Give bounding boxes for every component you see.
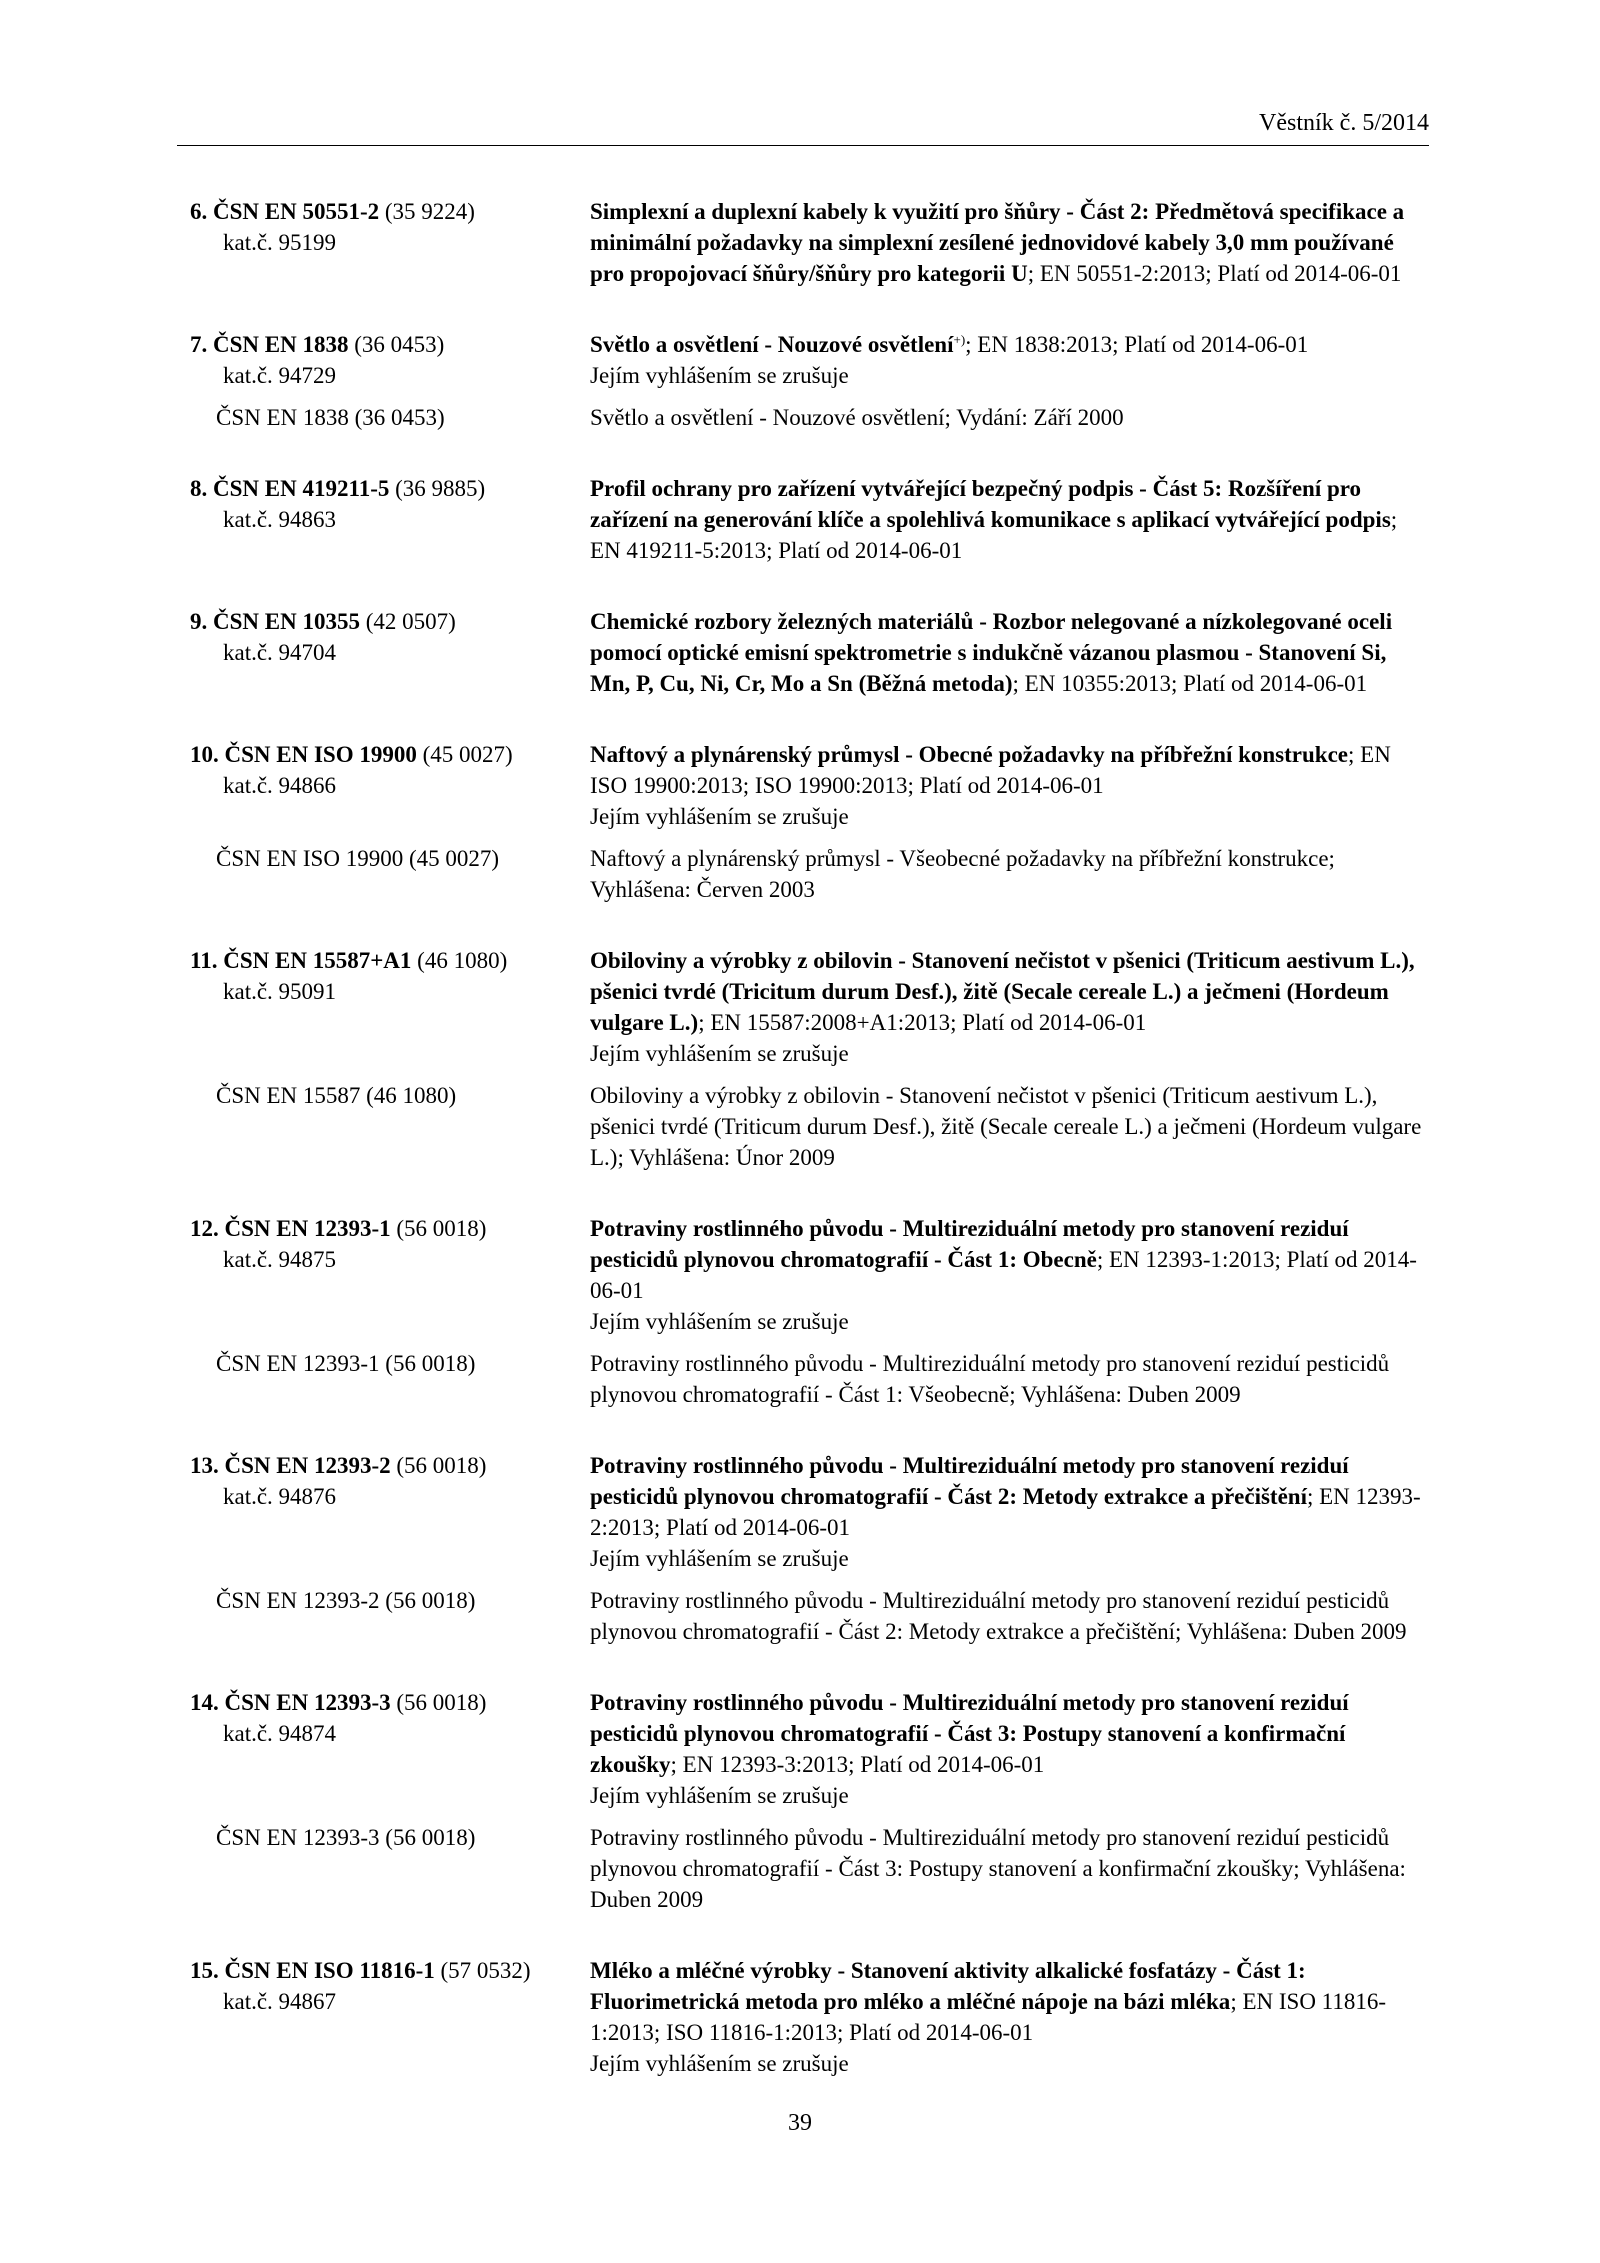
standard-code: ČSN EN 15587+A1 <box>223 948 412 973</box>
standard-details: ; EN 15587:2008+A1:2013; Platí od 2014-06-01 <box>698 1010 1147 1035</box>
standard-details: ; EN 12393-2:2013; Platí od 2014-06-01 <box>590 1484 1421 1540</box>
standard-entry <box>190 739 1430 905</box>
page-header: Věstník č. 5/2014 <box>1259 110 1429 136</box>
standard-details: ; EN 10355:2013; Platí od 2014-06-01 <box>1012 671 1368 696</box>
replaced-standard-text: Obiloviny a výrobky z obilovin - Stanovení nečistot v pšenici (Triticum aestivum L.), pšenici tvrdé (Triticum durum Desf.), žitě (Secale cereale L.) a ječmeni (Hordeum vulgare L.); Vyhlášena: Únor 2009 <box>590 1083 1422 1170</box>
standard-code: ČSN EN 12393-2 <box>224 1453 391 1478</box>
replaced-standard-code: ČSN EN 12393-3 (56 0018) <box>216 1825 476 1850</box>
classification: (45 0027) <box>416 742 513 767</box>
standard-code: ČSN EN 419211-5 <box>213 476 390 501</box>
standard-title: Potraviny rostlinného původu - Multireziduální metody pro stanovení reziduí pesticidů plynovou chromatografií - Část 3: Postupy stanovení a konfirmační zkoušky <box>590 1690 1349 1777</box>
standard-code: ČSN EN 12393-1 <box>224 1216 391 1241</box>
standard-entry <box>190 329 1430 433</box>
entry-number: 8. <box>190 476 208 501</box>
standard-title: Naftový a plynárenský průmysl - Obecné požadavky na příbřežní konstrukce <box>590 742 1349 767</box>
replaced-standard-code: ČSN EN 1838 (36 0453) <box>216 405 445 430</box>
catalog-number: kat.č. 94866 <box>223 773 337 798</box>
replaced-standard-code: ČSN EN 15587 (46 1080) <box>216 1083 457 1108</box>
classification: (36 0453) <box>348 332 445 357</box>
catalog-number: kat.č. 94704 <box>223 640 337 665</box>
classification: (57 0532) <box>434 1958 531 1983</box>
standard-details: ; EN 12393-1:2013; Platí od 2014-06-01 <box>590 1247 1417 1303</box>
standard-details: ; EN ISO 11816-1:2013; ISO 11816-1:2013; Platí od 2014-06-01 <box>590 1989 1386 2045</box>
catalog-number: kat.č. 94875 <box>223 1247 337 1272</box>
catalog-number: kat.č. 94876 <box>223 1484 337 1509</box>
classification: (42 0507) <box>359 609 456 634</box>
standard-title: Obiloviny a výrobky z obilovin - Stanovení nečistot v pšenici (Triticum aestivum L.), pšenici tvrdé (Tricitum durum Desf.), žitě (Secale cereale L.) a ječmeni (Hordeum vulgare L.) <box>590 948 1415 1035</box>
cancels-note: Jejím vyhlášením se zrušuje <box>590 2051 849 2076</box>
classification: (56 0018) <box>390 1216 487 1241</box>
standard-title: Simplexní a duplexní kabely k využití pro šňůry - Část 2: Předmětová specifikace a minimální požadavky na simplexní zesílené jednovidové kabely 3,0 mm používané pro propojovací šňůry/šňůry pro kategorii U <box>590 199 1405 286</box>
catalog-number: kat.č. 94867 <box>223 1989 337 2014</box>
catalog-number: kat.č. 94863 <box>223 507 337 532</box>
standard-details: ; EN 419211-5:2013; Platí od 2014-06-01 <box>590 507 1398 563</box>
standard-details: ; EN 1838:2013; Platí od 2014-06-01 <box>965 332 1309 357</box>
classification: (46 1080) <box>411 948 508 973</box>
entry-number: 12. <box>190 1216 219 1241</box>
catalog-number: kat.č. 95091 <box>223 979 337 1004</box>
standard-entry <box>190 473 1430 566</box>
standards-list <box>190 196 1430 2119</box>
replaced-standard-text: Světlo a osvětlení - Nouzové osvětlení; Vydání: Září 2000 <box>590 405 1124 430</box>
entry-number: 15. <box>190 1958 219 1983</box>
replaced-standard-text: Naftový a plynárenský průmysl - Všeobecné požadavky na příbřežní konstrukce; Vyhlášena: Červen 2003 <box>590 846 1335 902</box>
standard-entry <box>190 1687 1430 1915</box>
entry-number: 6. <box>190 199 208 224</box>
standard-code: ČSN EN 10355 <box>213 609 360 634</box>
cancels-note: Jejím vyhlášením se zrušuje <box>590 804 849 829</box>
entry-number: 7. <box>190 332 208 357</box>
entry-number: 9. <box>190 609 208 634</box>
catalog-number: kat.č. 95199 <box>223 230 337 255</box>
standard-entry <box>190 606 1430 699</box>
standard-title: Mléko a mléčné výrobky - Stanovení aktivity alkalické fosfatázy - Část 1: Fluorimetrická metoda pro mléko a mléčné nápoje na bázi mléka <box>590 1958 1306 2014</box>
standard-code: ČSN EN 1838 <box>213 332 349 357</box>
standard-title: Světlo a osvětlení - Nouzové osvětlení <box>590 332 954 357</box>
standard-entry <box>190 945 1430 1173</box>
footnote-marker: +) <box>953 332 966 347</box>
catalog-number: kat.č. 94729 <box>223 363 337 388</box>
classification: (56 0018) <box>390 1453 487 1478</box>
header-rule <box>177 145 1429 146</box>
standard-title: Potraviny rostlinného původu - Multireziduální metody pro stanovení reziduí pesticidů plynovou chromatografií - Část 1: Obecně <box>590 1216 1349 1272</box>
classification: (35 9224) <box>379 199 475 224</box>
entry-number: 11. <box>190 948 218 973</box>
standard-entry <box>190 1955 1430 2079</box>
standard-code: ČSN EN ISO 19900 <box>224 742 417 767</box>
page-number: 39 <box>788 2110 812 2136</box>
classification: (56 0018) <box>390 1690 487 1715</box>
entry-number: 14. <box>190 1690 219 1715</box>
cancels-note: Jejím vyhlášením se zrušuje <box>590 1041 849 1066</box>
replaced-standard-code: ČSN EN 12393-2 (56 0018) <box>216 1588 476 1613</box>
cancels-note: Jejím vyhlášením se zrušuje <box>590 1783 849 1808</box>
standard-details: ; EN 12393-3:2013; Platí od 2014-06-01 <box>670 1752 1045 1777</box>
entry-number: 13. <box>190 1453 219 1478</box>
replaced-standard-code: ČSN EN 12393-1 (56 0018) <box>216 1351 476 1376</box>
standard-details: ; EN 50551-2:2013; Platí od 2014-06-01 <box>1027 261 1402 286</box>
cancels-note: Jejím vyhlášením se zrušuje <box>590 363 849 388</box>
cancels-note: Jejím vyhlášením se zrušuje <box>590 1309 849 1334</box>
replaced-standard-text: Potraviny rostlinného původu - Multireziduální metody pro stanovení reziduí pesticidů plynovou chromatografií - Část 3: Postupy stanovení a konfirmační zkoušky; Vyhlášena: Duben 2009 <box>590 1825 1406 1912</box>
replaced-standard-code: ČSN EN ISO 19900 (45 0027) <box>216 846 500 871</box>
entry-number: 10. <box>190 742 219 767</box>
standard-details: ; EN ISO 19900:2013; ISO 19900:2013; Platí od 2014-06-01 <box>590 742 1391 798</box>
classification: (36 9885) <box>389 476 486 501</box>
replaced-standard-text: Potraviny rostlinného původu - Multireziduální metody pro stanovení reziduí pesticidů plynovou chromatografií - Část 2: Metody extrakce a přečištění; Vyhlášena: Duben 2009 <box>590 1588 1407 1644</box>
replaced-standard-text: Potraviny rostlinného původu - Multireziduální metody pro stanovení reziduí pesticidů plynovou chromatografií - Část 1: Všeobecně; Vyhlášena: Duben 2009 <box>590 1351 1390 1407</box>
standard-entry <box>190 1213 1430 1410</box>
standard-title: Chemické rozbory železných materiálů - Rozbor nelegované a nízkolegované oceli pomocí optické emisní spektrometrie s indukčně vázanou plasmou - Stanovení Si, Mn, P, Cu, Ni, Cr, Mo a Sn (Běžná metoda) <box>590 609 1393 696</box>
catalog-number: kat.č. 94874 <box>223 1721 337 1746</box>
standard-entry <box>190 196 1430 289</box>
standard-title: Profil ochrany pro zařízení vytvářející bezpečný podpis - Část 5: Rozšíření pro zařízení na generování klíče a spolehlivá komunikace s aplikací vytvářející podpis <box>590 476 1391 532</box>
standard-code: ČSN EN ISO 11816-1 <box>224 1958 435 1983</box>
standard-code: ČSN EN 12393-3 <box>224 1690 391 1715</box>
standard-title: Potraviny rostlinného původu - Multireziduální metody pro stanovení reziduí pesticidů plynovou chromatografií - Část 2: Metody extrakce a přečištění <box>590 1453 1349 1509</box>
standard-code: ČSN EN 50551-2 <box>213 199 380 224</box>
cancels-note: Jejím vyhlášením se zrušuje <box>590 1546 849 1571</box>
standard-entry <box>190 1450 1430 1647</box>
